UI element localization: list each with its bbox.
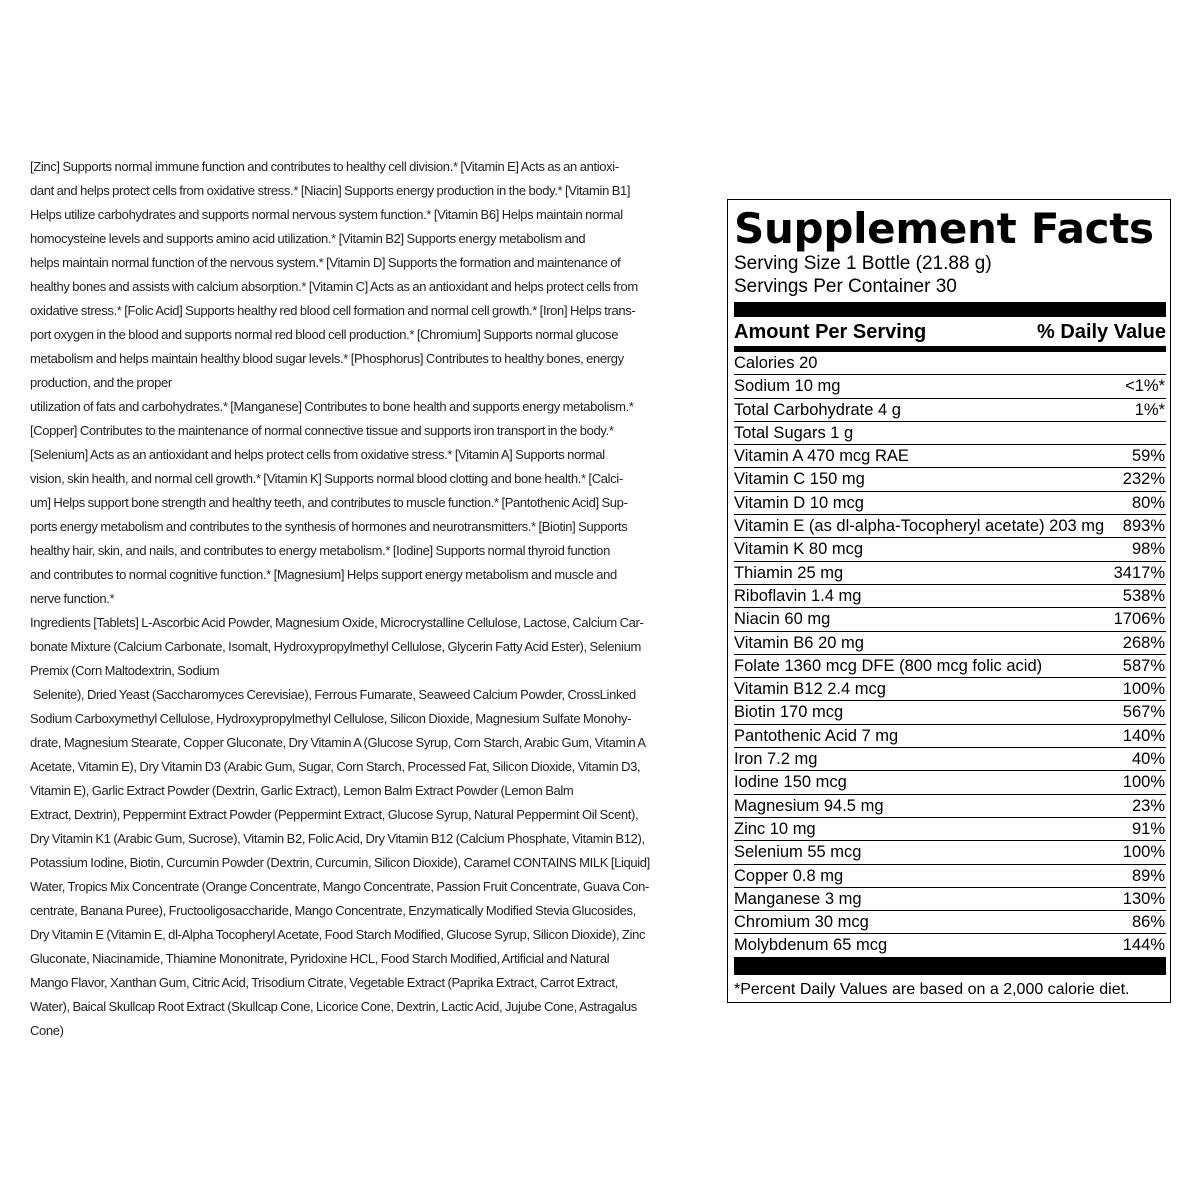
description-line: ports energy metabolism and contributes to the synthesis of hormones and neurotransmitters.* [Biotin] Supports [30, 519, 628, 534]
nutrient-row [734, 514, 1166, 537]
ingredients-line: Mango Flavor, Xanthan Gum, Citric Acid, Trisodium Citrate, Vegetable Extract (Paprika Extract, Carrot Extract, [30, 975, 618, 990]
nutrient-row [734, 887, 1166, 910]
nutrient-daily-value: 100% [1122, 680, 1165, 699]
nutrient-label: Thiamin 25 mg [734, 563, 844, 582]
nutrient-row [734, 537, 1166, 560]
nutrient-row [734, 398, 1166, 421]
ingredients-line: Selenite), Dried Yeast (Saccharomyces Cerevisiae), Ferrous Fumarate, Seaweed Calcium Powder, CrossLinked [30, 687, 636, 702]
nutrient-label: Vitamin C 150 mg [734, 470, 865, 489]
description-line: um] Helps support bone strength and healthy teeth, and contributes to muscle function.* [Pantothenic Acid] Sup- [30, 495, 628, 510]
nutrient-row [734, 724, 1166, 747]
nutrient-daily-value: 587% [1122, 656, 1165, 675]
nutrient-row [734, 677, 1166, 700]
nutrient-daily-value: <1%* [1125, 377, 1165, 396]
nutrient-label: Vitamin E (as dl-alpha-Tocopheryl acetate) 203 mg [734, 517, 1105, 536]
nutrient-label: Vitamin D 10 mcg [734, 493, 864, 512]
nutrient-daily-value: 59% [1131, 447, 1165, 466]
nutrient-daily-value: 1706% [1113, 610, 1165, 629]
supplement-facts-panel [727, 199, 1171, 1003]
description-line: [Zinc] Supports normal immune function and contributes to healthy cell division.* [Vitamin E] Acts as an antioxi- [30, 159, 619, 174]
description-line: dant and helps protect cells from oxidative stress.* [Niacin] Supports energy production in the body.* [Vitamin B1] [30, 183, 631, 198]
nutrient-daily-value: 89% [1131, 866, 1165, 885]
nutrient-label: Iodine 150 mcg [734, 773, 847, 792]
description-line: metabolism and helps maintain healthy blood sugar levels.* [Phosphorus] Contributes to healthy bones, energy [30, 351, 624, 366]
description-line: Helps utilize carbohydrates and supports normal nervous system function.* [Vitamin B6] Helps maintain normal [30, 207, 623, 222]
facts-title: Supplement Facts [734, 204, 1154, 253]
nutrient-row [734, 467, 1166, 490]
ingredients-line: Acetate, Vitamin E), Dry Vitamin D3 (Arabic Gum, Sugar, Corn Starch, Processed Fat, Silicon Dioxide, Vitamin D3, [30, 759, 641, 774]
ingredients-line: Water, Tropics Mix Concentrate (Orange Concentrate, Mango Concentrate, Passion Fruit Concentrate, Guava Con- [30, 879, 650, 894]
nutrient-row [734, 607, 1166, 630]
ingredients-line: Dry Vitamin E (Vitamin E, dl-Alpha Tocopheryl Acetate, Food Starch Modified, Glucose Syrup, Silicon Dioxide), Zinc [30, 927, 646, 942]
ingredients-line: Dry Vitamin K1 (Arabic Gum, Sucrose), Vitamin B2, Folic Acid, Dry Vitamin B12 (Calcium Phosphate, Vitamin B12), [30, 831, 645, 846]
description-line: port oxygen in the blood and supports normal red blood cell production.* [Chromium] Supports normal glucose [30, 327, 619, 342]
description-line: production, and the proper [30, 375, 172, 390]
nutrient-daily-value: 268% [1122, 633, 1165, 652]
nutrient-label: Riboflavin 1.4 mg [734, 586, 862, 605]
nutrient-label: Copper 0.8 mg [734, 866, 844, 885]
description-line: nerve function.* [30, 591, 115, 606]
nutrient-label: Vitamin B12 2.4 mcg [734, 680, 886, 699]
description-line: homocysteine levels and supports amino acid utilization.* [Vitamin B2] Supports energy metabolism and [30, 231, 586, 246]
nutrient-label: Vitamin A 470 mcg RAE [734, 447, 909, 466]
nutrient-daily-value: 91% [1131, 819, 1165, 838]
description-line: oxidative stress.* [Folic Acid] Supports healthy red blood cell formation and normal cell growth.* [Iron] Helps trans- [30, 303, 636, 318]
nutrient-row [734, 352, 1166, 374]
ingredients-line: Premix (Corn Maltodextrin, Sodium [30, 663, 220, 678]
nutrient-label: Folate 1360 mcg DFE (800 mcg folic acid) [734, 656, 1043, 675]
nutrient-row [734, 444, 1166, 467]
ingredients-line: Vitamin E), Garlic Extract Powder (Dextrin, Garlic Extract), Lemon Balm Extract Powder (Lemon Balm [30, 783, 574, 798]
nutrient-label: Total Carbohydrate 4 g [734, 400, 901, 419]
nutrient-row [734, 794, 1166, 817]
nutrient-daily-value: 98% [1131, 540, 1165, 559]
nutrient-label: Sodium 10 mg [734, 377, 841, 396]
nutrient-row [734, 491, 1166, 514]
nutrient-row [734, 933, 1166, 956]
ingredients-line: Extract, Dextrin), Peppermint Extract Powder (Peppermint Extract, Glucose Syrup, Natural Peppermint Oil Scent), [30, 807, 639, 822]
nutrient-daily-value: 130% [1122, 889, 1165, 908]
nutrient-daily-value: 1%* [1134, 400, 1165, 419]
nutrient-daily-value: 567% [1122, 703, 1165, 722]
ingredients-line: Water), Baical Skullcap Root Extract (Skullcap Cone, Licorice Cone, Dextrin, Lactic Acid, Jujube Cone, Astragalus [30, 999, 637, 1014]
nutrient-row [734, 700, 1166, 723]
nutrient-row [734, 584, 1166, 607]
nutrient-row [734, 374, 1166, 397]
nutrient-row [734, 864, 1166, 887]
nutrient-daily-value: 80% [1131, 493, 1165, 512]
ingredients-line: Gluconate, Niacinamide, Thiamine Mononitrate, Pyridoxine HCL, Food Starch Modified, Artificial and Natural [30, 951, 610, 966]
nutrient-row [734, 631, 1166, 654]
nutrient-daily-value: 538% [1122, 586, 1165, 605]
nutrient-label: Total Sugars 1 g [734, 423, 854, 442]
nutrient-row [734, 654, 1166, 677]
description-line: helps maintain normal function of the nervous system.* [Vitamin D] Supports the formation and maintenance of [30, 255, 621, 270]
ingredients-text [30, 611, 708, 1043]
nutrient-label: Iron 7.2 mg [734, 750, 818, 769]
description-line: healthy bones and assists with calcium absorption.* [Vitamin C] Acts as an antioxidant and helps protect cells from [30, 279, 638, 294]
nutrient-label: Biotin 170 mcg [734, 703, 844, 722]
ingredients-line: drate, Magnesium Stearate, Copper Gluconate, Dry Vitamin A (Glucose Syrup, Corn Starch, Arabic Gum, Vitamin A [30, 735, 646, 750]
nutrient-label: Pantothenic Acid 7 mg [734, 726, 899, 745]
nutrient-daily-value: 86% [1131, 913, 1165, 932]
nutrient-daily-value: 140% [1122, 726, 1165, 745]
serving-size: Serving Size 1 Bottle (21.88 g) [734, 253, 992, 274]
nutrient-row [734, 747, 1166, 770]
nutrient-label: Magnesium 94.5 mg [734, 796, 884, 815]
nutrient-daily-value: 40% [1131, 750, 1165, 769]
ingredients-line: centrate, Banana Puree), Fructooligosaccharide, Mango Concentrate, Enzymatically Modified Stevia Glucosides, [30, 903, 636, 918]
description-line: healthy hair, skin, and nails, and contributes to energy metabolism.* [Iodine] Supports normal thyroid function [30, 543, 610, 558]
nutrient-daily-value: 3417% [1113, 563, 1165, 582]
nutrient-daily-value: 232% [1122, 470, 1165, 489]
nutrient-label: Vitamin B6 20 mg [734, 633, 864, 652]
nutrient-label: Vitamin K 80 mcg [734, 540, 864, 559]
description-line: and contributes to normal cognitive function.* [Magnesium] Helps support energy metabolism and muscle and [30, 567, 617, 582]
description-line: [Copper] Contributes to the maintenance of normal connective tissue and supports iron transport in the body.* [30, 423, 614, 438]
nutrient-daily-value: 144% [1122, 936, 1165, 955]
nutrient-label: Chromium 30 mcg [734, 913, 869, 932]
servings-per-container: Servings Per Container 30 [734, 276, 957, 297]
description-line: utilization of fats and carbohydrates.* [Manganese] Contributes to bone health and supports energy metabolism.* [30, 399, 634, 414]
nutrient-label: Zinc 10 mg [734, 819, 816, 838]
nutrient-label: Molybdenum 65 mcg [734, 936, 888, 955]
ingredients-line: Cone) [30, 1023, 64, 1038]
nutrient-daily-value: 100% [1122, 843, 1165, 862]
daily-value-label: % Daily Value [1037, 321, 1166, 343]
nutrient-label: Niacin 60 mg [734, 610, 831, 629]
ingredients-line: Ingredients [Tablets] L-Ascorbic Acid Powder, Magnesium Oxide, Microcrystalline Cellulose, Lactose, Calcium Car- [30, 615, 644, 630]
nutrient-table [734, 352, 1166, 957]
ingredients-line: Potassium Iodine, Biotin, Curcumin Powder (Dextrin, Curcumin, Silicon Dioxide), Caramel CONTAINS MILK [Liquid] [30, 855, 650, 870]
daily-value-footnote: *Percent Daily Values are based on a 2,000 calorie diet. [734, 980, 1130, 998]
nutrient-label: Manganese 3 mg [734, 889, 862, 908]
thick-divider [734, 302, 1166, 317]
nutrient-row [734, 840, 1166, 863]
description-line: [Selenium] Acts as an antioxidant and helps protect cells from oxidative stress.* [Vitamin A] Supports normal [30, 447, 605, 462]
bottom-divider [734, 957, 1166, 975]
ingredients-line: bonate Mixture (Calcium Carbonate, Isomalt, Hydroxypropylmethyl Cellulose, Glycerin Fatty Acid Ester), Selenium [30, 639, 641, 654]
product-description [30, 155, 708, 1043]
nutrient-row [734, 910, 1166, 933]
nutrient-label: Calories 20 [734, 354, 818, 372]
nutrient-daily-value: 23% [1131, 796, 1165, 815]
description-line: vision, skin health, and normal cell growth.* [Vitamin K] Supports normal blood clotting and bone health.* [Calci- [30, 471, 623, 486]
nutrient-row [734, 421, 1166, 444]
amount-per-serving-label: Amount Per Serving [734, 321, 927, 343]
benefits-text [30, 155, 708, 611]
nutrient-row [734, 770, 1166, 793]
amount-header-row [734, 317, 1166, 346]
nutrient-row [734, 561, 1166, 584]
nutrient-row [734, 817, 1166, 840]
nutrient-daily-value: 100% [1122, 773, 1165, 792]
nutrient-daily-value: 893% [1122, 517, 1165, 536]
ingredients-line: Sodium Carboxymethyl Cellulose, Hydroxypropylmethyl Cellulose, Silicon Dioxide, Magnesium Sulfate Monohy- [30, 711, 632, 726]
nutrient-label: Selenium 55 mcg [734, 843, 862, 862]
